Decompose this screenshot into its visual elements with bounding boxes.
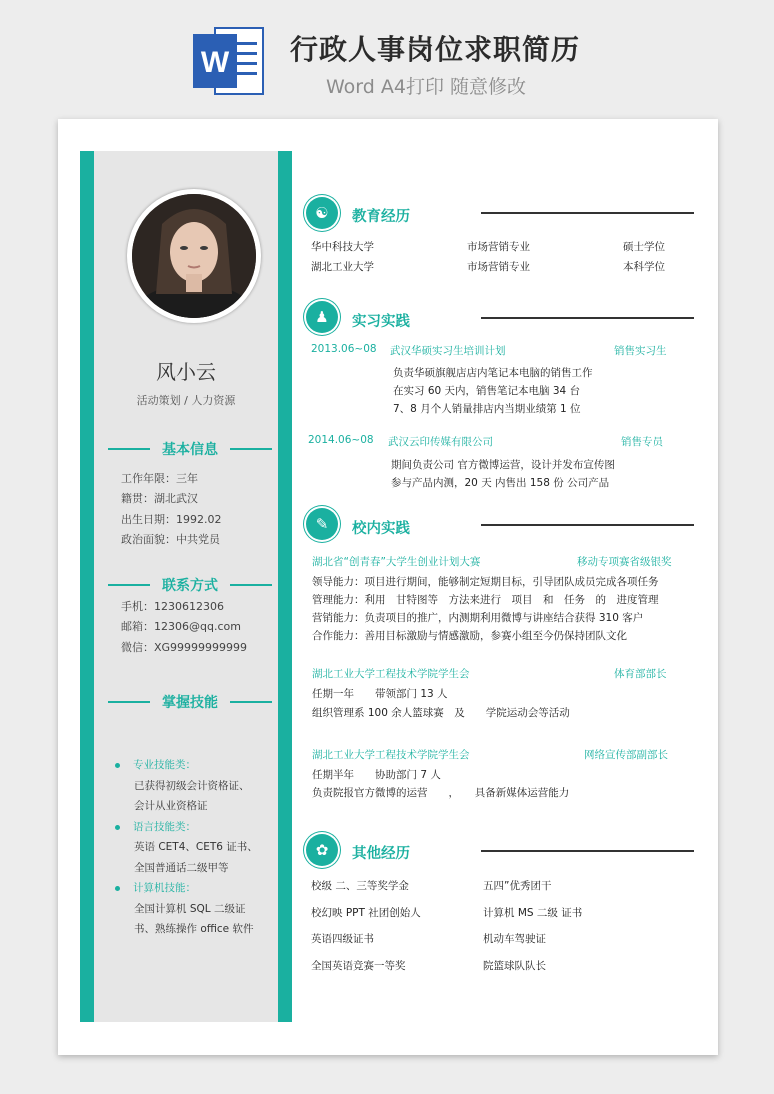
campus-icon: ✎ [306,508,338,540]
contact-heading [108,575,272,595]
intern-position: 销售专员 [621,436,663,448]
campus-detail: 管理能力：利用 甘特图等 方法来进行 项目 和 任务 的 进度管理 [312,594,659,606]
campus-position: 移动专项赛省级银奖 [577,556,672,568]
sidebar-right-bar [278,151,292,1022]
contact-wechat: 微信：XG99999999999 [121,641,248,654]
info-hometown: 籍贯：湖北武汉 [121,492,198,505]
basic-info-heading [108,439,272,459]
bullet-icon [115,763,120,768]
skills-title: 掌握技能 [162,695,218,711]
intern-detail: 在实习 60 天内，销售笔记本电脑 34 台 [393,385,581,397]
intern-detail: 7、8 月个人销量排店内当期业绩第 1 位 [393,403,581,415]
edu-school: 湖北工业大学 [311,261,374,273]
campus-title: 校内实践 [352,521,410,537]
intern-detail: 参与产品内测，20 天 内售出 158 份 公司产品 [391,477,610,489]
intern-detail: 负责华硕旗舰店店内笔记本电脑的销售工作 [393,367,593,379]
skill-line: 全国普通话二级甲等 [134,862,229,874]
internship-icon: ♟ [306,301,338,333]
other-item: 校级 二、三等奖学金 [311,880,409,892]
campus-org: 湖北工业大学工程技术学院学生会 [312,668,470,680]
contact-email: 邮箱：12306@qq.com [121,620,241,633]
campus-org: 湖北工业大学工程技术学院学生会 [312,749,470,761]
intern-date: 2014.06~08 [308,434,374,446]
skill-line: 会计从业资格证 [134,800,208,812]
skill-line: 全国计算机 SQL 二级证 [134,903,246,915]
intern-org: 武汉华硕实习生培训计划 [390,345,506,357]
campus-position: 网络宣传部副部长 [584,749,668,761]
other-title: 其他经历 [352,846,410,862]
contact-phone: 手机：1230612306 [121,600,224,613]
bullet-icon [115,886,120,891]
skill-line: 书、熟练操作 office 软件 [134,923,254,935]
campus-detail: 负责院报官方微博的运营 ， 具备新媒体运营能力 [312,787,570,799]
other-item: 院篮球队队长 [483,960,546,972]
page-title: 行政人事岗位求职简历 [290,33,581,66]
campus-position: 体育部部长 [614,668,667,680]
campus-detail: 组织管理系 100 余人篮球赛 及 学院运动会等活动 [312,707,570,719]
info-work-years: 工作年限：三年 [121,472,198,485]
other-item: 全国英语竞赛一等奖 [311,960,406,972]
info-birthdate: 出生日期：1992.02 [121,513,222,526]
campus-detail: 营销能力：负责项目的推广，内测期利用微博与讲座结合获得 310 客户 [312,612,644,624]
education-title: 教育经历 [352,209,410,225]
other-item: 机动车驾驶证 [483,933,546,945]
other-icon: ✿ [306,834,338,866]
skill-category: 专业技能类： [115,757,196,772]
profile-photo [127,189,261,323]
other-item: 英语四级证书 [311,933,374,945]
basic-info-title: 基本信息 [162,442,218,458]
campus-detail: 合作能力：善用目标激励与情感激励，参赛小组至今仍保持团队文化 [312,630,627,642]
edu-school: 华中科技大学 [311,241,374,253]
section-divider [481,317,694,319]
education-icon: ☯ [306,197,338,229]
campus-detail: 任期半年 协助部门 7 人 [312,769,441,781]
edu-degree: 硕士学位 [623,241,665,253]
internship-title: 实习实践 [352,314,410,330]
intern-date: 2013.06~08 [311,343,377,355]
bullet-icon [115,825,120,830]
section-divider [481,524,694,526]
profile-role: 活动策划 / 人力资源 [136,394,236,407]
sidebar-left-bar [80,151,94,1022]
edu-major: 市场营销专业 [467,261,530,273]
profile-name: 风小云 [156,360,216,384]
campus-org: 湖北省“创青春”大学生创业计划大赛 [312,556,481,568]
edu-major: 市场营销专业 [467,241,530,253]
section-divider [481,212,694,214]
contact-title: 联系方式 [162,578,218,594]
skill-category: 语言技能类： [115,819,196,834]
other-item: 校幻映 PPT 社团创始人 [311,907,421,919]
intern-org: 武汉云印传媒有限公司 [388,436,493,448]
info-political: 政治面貌：中共党员 [121,533,220,546]
other-item: 计算机 MS 二级 证书 [483,907,583,919]
skill-line: 已获得初级会计资格证、 [134,780,250,792]
section-divider [481,850,694,852]
other-item: 五四”优秀团干 [483,880,552,892]
page-subtitle: Word A4打印 随意修改 [326,76,527,98]
intern-detail: 期间负责公司 官方微博运营，设计并发布宣传图 [391,459,615,471]
intern-position: 销售实习生 [614,345,667,357]
skill-line: 英语 CET4、CET6 证书、 [134,841,258,853]
campus-detail: 任期一年 带领部门 13 人 [312,688,448,700]
campus-detail: 领导能力：项目进行期间，能够制定短期目标，引导团队成员完成各项任务 [312,576,659,588]
word-letter: W [200,46,230,79]
skill-category: 计算机技能： [115,880,196,895]
skills-heading [108,692,272,712]
word-document-icon [193,26,265,96]
edu-degree: 本科学位 [623,261,665,273]
